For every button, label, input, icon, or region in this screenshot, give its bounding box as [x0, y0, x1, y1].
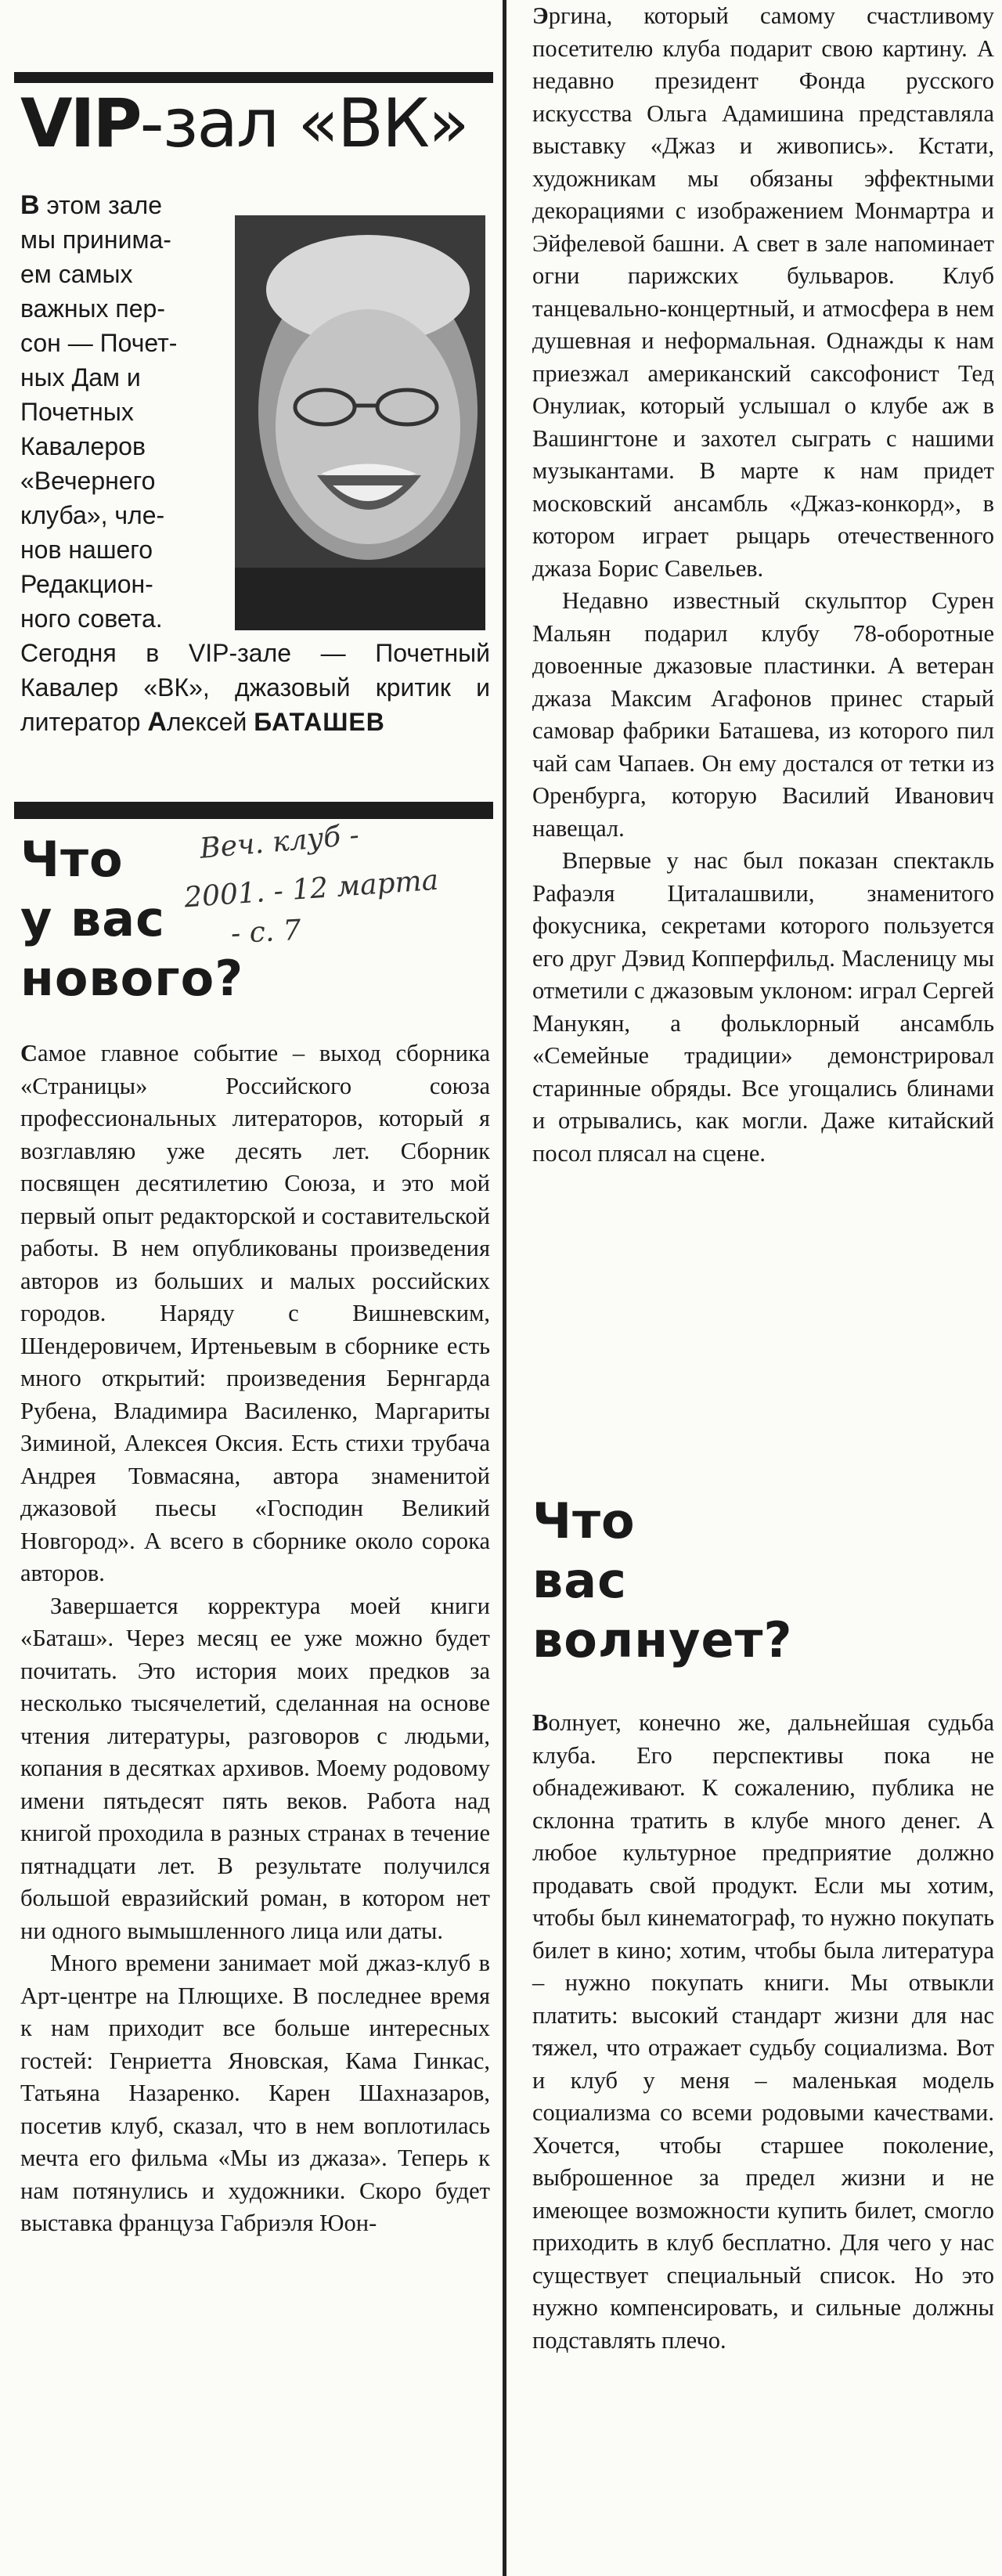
- intro-line: ных Дам и: [20, 363, 141, 391]
- masthead-rest: -зал «ВК»: [139, 85, 468, 163]
- handwritten-line: - с. 7: [229, 914, 302, 951]
- section-rule: [14, 802, 493, 819]
- intro-line: ем самых: [20, 260, 133, 288]
- paragraph: Волнует, конечно же, дальнейшая судьба клуба. Его перспективы пока не обнадеживают. К сожалению, публика не склонна тратить в клубе много денег. А любое культурное предприятие должно продавать свой продукт. Если мы хотим, чтобы был кинематограф, то нужно покупать билет в кино; хотим, чтобы была литература – нужно покупать книги. Мы отвыкли платить: высокий стандарт жизни для нас тяжел, что отражает судьбу социализма. Вот и клуб у меня – маленькая модель социализма со всеми родовыми качествами. Хочется, чтобы старшее поколение, выброшенное за предел жизни и не имеющее возможности купить билет, смогло приходить в клуб бесплатно. Для чего у нас существует специальный список. Но это нужно компенсировать, и сильные должны подставлять плечо.: [532, 1709, 994, 2354]
- paragraph: Самое главное событие – выход сборника «Страницы» Российского союза профессиональных литераторов, который я возглавляю уже десять лет. Сборник посвящен десятилетию Союза, и это мой первый опыт редакторской и составительской работы. В нем опубликованы произведения авторов из больших и малых российских городов. Наряду с Вишневским, Шендеровичем, Иртеньевым в сборнике есть много открытий: произведения Бернгарда Рубена, Владимира Василенко, Маргариты Зиминой, Алексея Оксия. Есть стихи трубача Андрея Товмасяна, автора знаменитой джазовой пьесы «Господин Великий Новгород». А всего в сборнике около сорока авторов.: [20, 1040, 490, 1586]
- intro-line: этом зале: [46, 191, 162, 219]
- paragraph: Много времени занимает мой джаз-клуб в Арт-центре на Плющихе. В последнее время к нам приходит все больше интересных гостей: Генриетта Яновская, Кама Гинкас, Татьяна Назаренко. Карен Шахназаров, посетив клуб, сказал, что в нем воплотилась мечта его фильма «Мы из джаза». Теперь к нам потянулись и художники. Скоро будет выставка француза Габриэля Юон-: [20, 1950, 490, 2236]
- column-divider: [503, 0, 506, 2576]
- article-left-column: [20, 1037, 490, 2240]
- name-rest: лексей: [166, 708, 254, 736]
- intro-line: Кавалеров: [20, 432, 146, 460]
- intro-line: мы принима-: [20, 225, 171, 254]
- surname: БАТАШЕВ: [254, 708, 385, 736]
- intro-line: важных пер-: [20, 294, 165, 323]
- handwritten-note: [182, 819, 497, 975]
- heading-line: Что: [532, 1492, 636, 1550]
- section-heading-concerns: [532, 1492, 798, 1670]
- masthead-vip: VIP: [20, 85, 140, 163]
- article-right-column-bottom: [532, 1707, 994, 2357]
- name-cap: А: [147, 707, 167, 737]
- intro-line: сон — Почет-: [20, 329, 178, 357]
- paragraph: Недавно известный скульптор Сурен Мальян подарил клубу 78-оборотные довоенные джазовые пластинки. А ветеран джаза Максим Агафонов принес старый самовар фабрики Баташева, из которого пил чай сам Чапаев. Он ему достался от тетки из Оренбурга, которую Василий Иванович навещал.: [532, 587, 994, 842]
- handwritten-line: 2001. - 12 марта: [182, 864, 440, 915]
- heading-line: волнует?: [532, 1611, 793, 1669]
- intro-line: Почетных: [20, 398, 134, 426]
- heading-line: у вас: [20, 890, 165, 947]
- intro-line: клуба», чле-: [20, 501, 165, 529]
- intro-full-text: [20, 636, 490, 739]
- intro-narrow-text: [20, 188, 232, 636]
- intro-line: ного совета.: [20, 604, 163, 633]
- heading-line: Что: [20, 831, 124, 888]
- heading-line: вас: [532, 1552, 627, 1609]
- intro-today: Сегодня в VIP-зале — Почетный Кавалер «ВК», джазовый критик и литератор: [20, 639, 490, 736]
- paragraph: Впервые у нас был показан спектакль Рафаэля Циталашвили, знаменитого фокусника, секретами которого пользуется его друг Дэвид Копперфильд. Масленицу мы отметили с джазовым уклоном: играл Сергей Манукян, а фольклорный ансамбль «Семейные традиции» демонстрировал старинные обряды. Все угощались блинами и отрывались, как могли. Даже китайский посол плясал на сцене.: [532, 847, 994, 1167]
- intro-drop-cap: В: [20, 190, 40, 220]
- paragraph: Эргина, который самому счастливому посетителю клуба подарит свою картину. А недавно президент Фонда русского искусства Ольга Адамишина представляла выставку «Джаз и живопись». Кстати, художникам мы обязаны эффектными декорациями с изображением Монмартра и Эйфелевой башни. А свет в зале напоминает огни парижских бульваров. Клуб танцевально-концертный, и атмосфера в нем душевная и неформальная. Однажды к нам приезжал американский саксофонист Тед Онулиак, который услышал о клубе аж в Вашингтоне и захотел сыграть с нашими музыкантами. В марте к нам придет московский ансамбль «Джаз-конкорд», в котором играет рыцарь отечественного джаза Борис Савельев.: [532, 2, 994, 582]
- intro-line: Редакцион-: [20, 570, 153, 598]
- intro-block: [20, 188, 490, 739]
- top-rule: [14, 72, 493, 83]
- intro-line: нов нашего: [20, 536, 153, 564]
- article-right-column-top: [532, 0, 994, 1170]
- heading-line: нового?: [20, 950, 244, 1007]
- handwritten-line: Веч. клуб -: [198, 819, 361, 865]
- masthead: [20, 85, 493, 171]
- intro-line: «Вечернего: [20, 467, 156, 495]
- paragraph: Завершается корректура моей книги «Баташ». Через месяц ее уже можно будет почитать. Это история моих предков за несколько тысячелетий, сделанная на основе чтения литературы, разговоров с людьми, копания в десятках архивов. Моему родовому имени пятьдесят пять веков. Работа над книгой проходила в разных странах в течение пятнадцати лет. В результате получился большой евразийский роман, в котором нет ни одного вымышленного лица или даты.: [20, 1592, 490, 1944]
